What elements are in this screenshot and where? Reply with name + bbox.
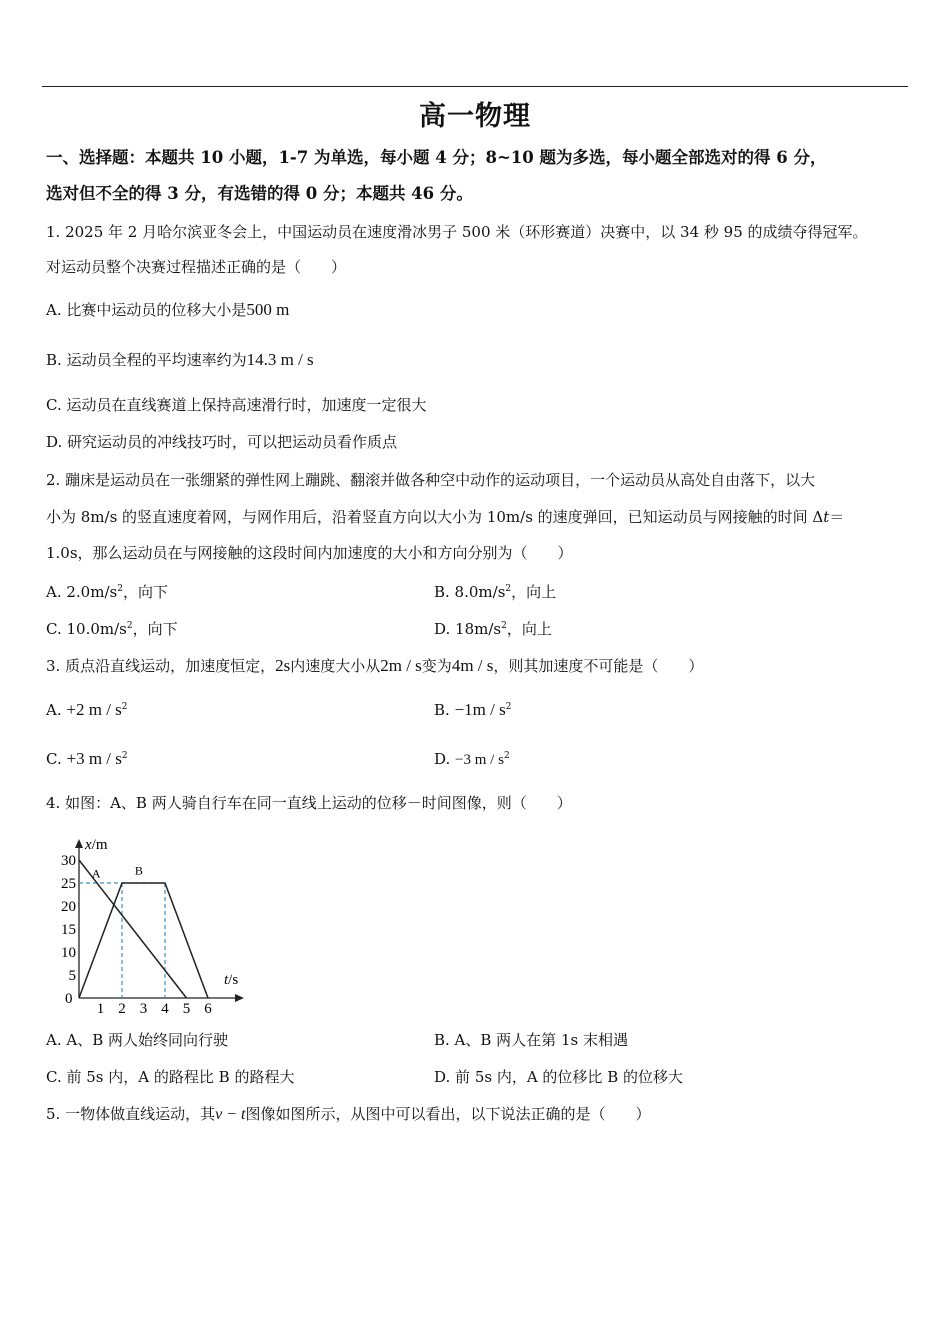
q2-stem-line1: 2. 蹦床是运动员在一张绷紧的弹性网上蹦跳、翻滚并做各种空中动作的运动项目，一个运动员从高处自由落下，以大	[46, 471, 816, 489]
option-label: B.	[46, 351, 62, 369]
q5-math: v − t	[215, 1106, 246, 1123]
series-line-b	[79, 883, 208, 998]
y-tick-label: 5	[68, 968, 76, 984]
x-axis-arrow	[235, 994, 244, 1002]
x-tick-label: 1	[96, 1001, 105, 1017]
q2-option-d	[434, 617, 552, 641]
option-math: +3 m / s	[66, 749, 122, 768]
option-label: D.	[434, 750, 451, 768]
option-label: D.	[46, 433, 63, 451]
q4-option-d	[434, 1065, 683, 1089]
option-direction: ，向上	[511, 583, 557, 601]
option-label: B.	[434, 701, 450, 719]
option-text: 前 5s 内，A 的路程比 B 的路程大	[66, 1068, 295, 1086]
q1-option-d	[46, 430, 397, 454]
q1-stem-line1: 1. 2025 年 2 月哈尔滨亚冬会上，中国运动员在速度滑冰男子 500 米（环形赛道）决赛中，以 34 秒 95 的成绩夺得冠军。	[46, 223, 868, 241]
page-title: 高一物理	[419, 101, 531, 132]
option-label: C.	[46, 396, 62, 414]
y-tick-label: 30	[61, 853, 76, 869]
q3-stem-pre: 3. 质点沿直线运动，加速度恒定，	[46, 657, 276, 675]
q3-stem	[46, 654, 703, 678]
q3-v2: 4m / s	[451, 656, 494, 675]
option-text: 比赛中运动员的位移大小是	[66, 301, 247, 319]
option-label: A.	[46, 701, 62, 719]
y-tick-label: 15	[61, 922, 76, 938]
option-direction: ，向下	[122, 583, 168, 601]
y-axis-label: x/m	[85, 837, 108, 853]
unit-superscript: 2	[121, 702, 128, 712]
option-math: −3 m / s	[455, 752, 504, 768]
series-label-b: B	[134, 863, 143, 878]
x-tick-label: 2	[118, 1001, 126, 1017]
q3-time: 2s	[275, 656, 291, 675]
displacement-time-graph	[46, 830, 246, 1020]
q5-stem-post: 图像如图所示，从图中可以看出，以下说法正确的是（ ）	[245, 1105, 651, 1123]
unit-superscript: 2	[505, 702, 512, 712]
q4-option-a: A. A、B 两人始终同向行驶	[46, 1031, 228, 1049]
q5-stem	[46, 1102, 650, 1127]
q3-option-a	[46, 698, 128, 722]
option-text: B. 8.0m/s	[434, 583, 506, 601]
q4-option-c	[46, 1065, 294, 1089]
option-math: 500 m	[246, 300, 290, 319]
option-text: C. 10.0m/s	[46, 620, 127, 638]
x-tick-label: 5	[182, 1001, 191, 1017]
option-math: 14.3 m / s	[246, 350, 314, 369]
q1-option-b	[46, 348, 314, 372]
q4-stem: 4. 如图：A、B 两人骑自行车在同一直线上运动的位移－时间图像，则（ ）	[46, 794, 572, 812]
x-tick-label: 3	[139, 1001, 148, 1017]
series-line-a	[79, 860, 187, 998]
y-tick-label: 25	[61, 876, 76, 892]
y-tick-label: 10	[61, 945, 76, 961]
q1-stem-line2: 对运动员整个决赛过程描述正确的是（ ）	[46, 258, 347, 276]
q3-option-c	[46, 747, 128, 771]
option-text: 研究运动员的冲线技巧时，可以把运动员看作质点	[67, 433, 398, 451]
y-tick-label: 20	[61, 899, 76, 915]
option-direction: ，向上	[506, 620, 552, 638]
unit-superscript: 2	[117, 584, 123, 594]
q2-var-t: t	[823, 508, 830, 526]
option-text: D. 18m/s	[434, 620, 502, 638]
option-label: A.	[46, 301, 62, 319]
q2-stem-line3: 1.0s，那么运动员在与网接触的这段时间内加速度的大小和方向分别为（ ）	[46, 544, 573, 562]
unit-superscript: 2	[121, 751, 128, 761]
q2-stem-text: 小为 8m/s 的竖直速度着网，与网作用后，沿着竖直方向以大小为 10m/s 的速度弹回，已知运动员与网接触的时间 Δ	[46, 508, 824, 526]
section-heading-line2: 选对但不全的得 3 分，有选错的得 0 分；本题共 46 分。	[46, 184, 473, 203]
x-axis-label: t/s	[224, 972, 239, 988]
option-label: C.	[46, 750, 62, 768]
option-direction: ，向下	[132, 620, 178, 638]
q2-option-a	[46, 580, 168, 604]
q2-stem-line2	[46, 505, 844, 529]
option-label: C.	[46, 1068, 62, 1086]
unit-superscript: 2	[126, 621, 133, 631]
x-tick-label: 6	[204, 1001, 212, 1017]
unit-superscript: 2	[505, 584, 512, 594]
q2-option-b	[434, 580, 556, 604]
q1-option-c	[46, 393, 427, 417]
q3-stem-mid1: 内速度大小从	[290, 657, 381, 675]
section-heading-line1: 一、选择题：本题共 10 小题，1-7 为单选，每小题 4 分；8~10 题为多选，每小题全部选对的得 6 分，	[46, 148, 827, 167]
unit-superscript: 2	[503, 751, 510, 761]
q3-stem-mid2: 变为	[421, 657, 452, 675]
x-tick-label: 4	[161, 1001, 169, 1017]
q3-stem-post: ，则其加速度不可能是（ ）	[493, 657, 704, 675]
q5-stem-pre: 5. 一物体做直线运动，其	[46, 1105, 216, 1123]
unit-superscript: 2	[501, 621, 507, 631]
option-text: 前 5s 内，A 的位移比 B 的位移大	[455, 1068, 683, 1086]
q1-option-a	[46, 298, 289, 322]
origin-label: 0	[65, 991, 73, 1007]
y-axis-arrow	[75, 839, 83, 848]
header-rule	[42, 86, 908, 87]
q3-v1: 2m / s	[380, 656, 422, 675]
q2-option-c	[46, 617, 178, 641]
option-math: +2 m / s	[66, 700, 122, 719]
q2-equals: ＝	[829, 508, 845, 526]
q3-option-b	[434, 698, 511, 722]
option-math: −1m / s	[454, 700, 506, 719]
option-text: 运动员全程的平均速率约为	[66, 351, 247, 369]
q3-option-d	[434, 747, 510, 772]
option-label: D.	[434, 1068, 451, 1086]
option-text: 运动员在直线赛道上保持高速滑行时，加速度一定很大	[66, 396, 427, 414]
option-text: A. 2.0m/s	[46, 583, 118, 601]
series-label-a: A	[91, 866, 101, 881]
q4-option-b: B. A、B 两人在第 1s 末相遇	[434, 1031, 628, 1049]
